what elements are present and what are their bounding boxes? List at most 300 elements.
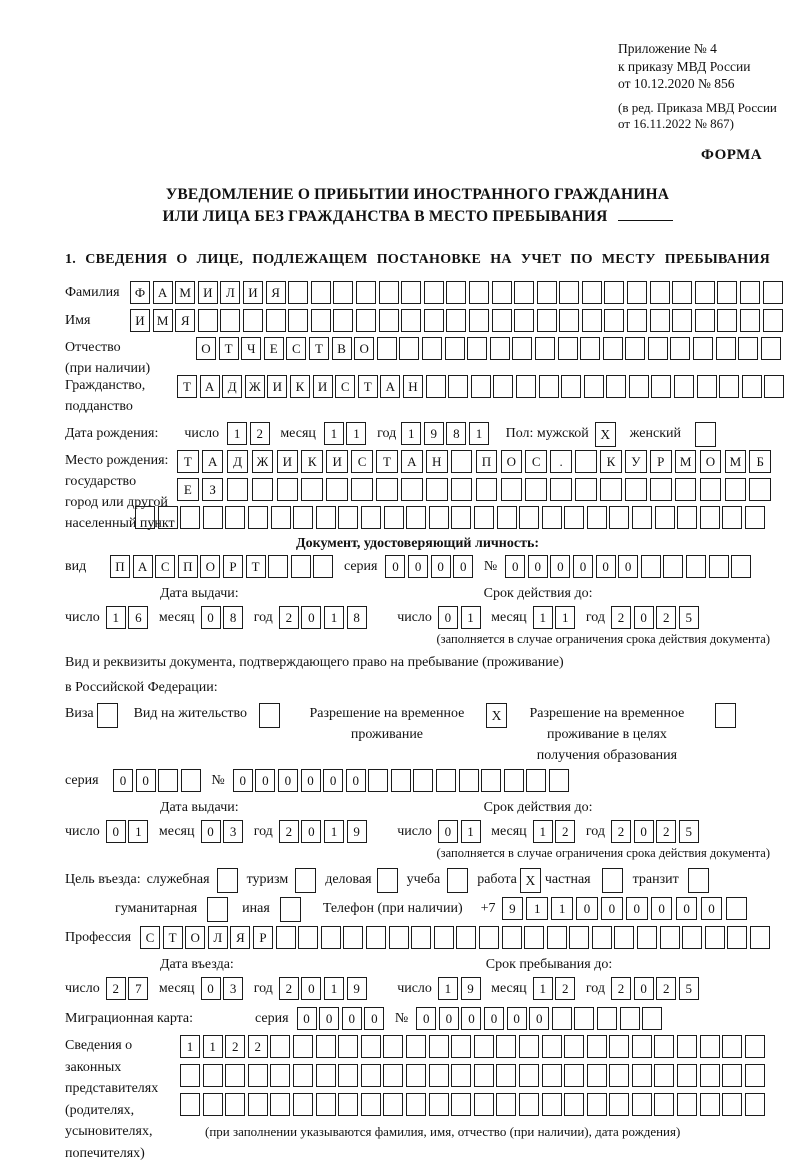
birthplace-row — [65, 450, 770, 534]
form-cell: 2 — [611, 820, 631, 843]
form-cell: Я — [266, 281, 286, 304]
form-cell — [333, 281, 353, 304]
form-cell — [270, 1035, 290, 1058]
purpose-business-label: деловая — [325, 872, 372, 887]
form-cell: 0 — [342, 1007, 362, 1030]
passport-expiry-day — [438, 606, 483, 629]
valid-until-heading: Срок действия до: — [483, 586, 593, 601]
validity-note: (заполняется в случае ограничения срока действия документа) — [436, 632, 770, 646]
form-cell — [700, 1093, 720, 1116]
form-cell: 1 — [401, 422, 421, 445]
form-cell: 3 — [223, 977, 243, 1000]
form-cell: 5 — [679, 820, 699, 843]
form-cell: Т — [246, 555, 266, 578]
stay-day — [438, 977, 483, 1000]
representatives-row2-cells — [180, 1064, 767, 1087]
residence-permit-checkbox — [259, 703, 280, 728]
form-cell — [745, 506, 765, 529]
stay-until-date-group: число 1 9 месяц 1 2 год 2 0 2 5 — [397, 977, 701, 1000]
form-cell — [298, 926, 318, 949]
form-cell — [227, 478, 249, 501]
form-cell — [379, 309, 399, 332]
form-cell: И — [243, 281, 263, 304]
form-cell — [651, 375, 671, 398]
form-cell — [429, 1093, 449, 1116]
form-cell — [301, 478, 323, 501]
form-cell: М — [153, 309, 173, 332]
form-cell — [722, 506, 742, 529]
permit-expiry-date-group: число 0 1 месяц 1 2 год 2 0 2 5 — [397, 820, 701, 843]
purpose-work-checkbox: X — [520, 868, 541, 893]
form-cell: А — [200, 375, 220, 398]
permit-issue-month — [201, 820, 246, 843]
form-cell: 2 — [279, 606, 299, 629]
form-cell: 0 — [364, 1007, 384, 1030]
form-cell: 2 — [248, 1035, 268, 1058]
form-cell — [672, 309, 692, 332]
purpose-tourism-checkbox — [295, 868, 316, 893]
form-cell — [429, 506, 449, 529]
form-cell — [632, 1035, 652, 1058]
month-label: месяц — [280, 426, 316, 441]
form-cell — [424, 309, 444, 332]
form-cell: 0 — [323, 769, 343, 792]
form-cell: 0 — [601, 897, 623, 920]
form-cell — [361, 506, 381, 529]
form-cell — [288, 309, 308, 332]
form-cell — [672, 281, 692, 304]
form-cell — [614, 926, 634, 949]
form-cell — [333, 309, 353, 332]
form-cell: И — [313, 375, 333, 398]
purpose-study-label: учеба — [406, 872, 441, 887]
form-cell: Б — [749, 450, 771, 473]
form-cell: Е — [177, 478, 199, 501]
form-cell: 2 — [250, 422, 270, 445]
form-cell — [697, 375, 717, 398]
form-cell: И — [198, 281, 218, 304]
entry-month — [201, 977, 246, 1000]
form-cell: 9 — [424, 422, 444, 445]
form-cell: 9 — [461, 977, 481, 1000]
form-cell — [389, 926, 409, 949]
doc-series-cells — [385, 555, 475, 578]
form-cell: Л — [208, 926, 228, 949]
form-cell — [542, 506, 562, 529]
passport-expiry-date-group: число 0 1 месяц 1 1 год 2 0 2 5 — [397, 606, 701, 629]
form-cell — [648, 337, 668, 360]
form-cell: Р — [223, 555, 243, 578]
form-cell — [135, 506, 155, 529]
permit-expiry-year — [611, 820, 701, 843]
form-cell — [384, 506, 404, 529]
form-cell — [609, 1093, 629, 1116]
form-cell — [391, 769, 411, 792]
form-cell — [361, 1035, 381, 1058]
form-cell — [632, 1093, 652, 1116]
form-cell: О — [354, 337, 374, 360]
form-cell — [426, 375, 446, 398]
form-cell — [564, 1093, 584, 1116]
form-cell: К — [290, 375, 310, 398]
valid-until-heading: Срок действия до: — [483, 800, 593, 815]
form-cell: 0 — [626, 897, 648, 920]
form-cell: О — [196, 337, 216, 360]
stay-year — [611, 977, 701, 1000]
annex-line: к приказу МВД России — [618, 58, 751, 74]
form-cell — [158, 769, 178, 792]
validity-note: (заполняется в случае ограничения срока действия документа) — [436, 846, 770, 860]
form-cell — [695, 309, 715, 332]
form-cell: 1 — [324, 820, 344, 843]
form-cell — [445, 337, 465, 360]
form-cell — [377, 337, 397, 360]
form-cell — [451, 478, 473, 501]
surname-label: Фамилия — [65, 285, 120, 300]
form-cell: П — [110, 555, 130, 578]
temp-residence-edu-checkbox — [715, 703, 736, 728]
form-cell: Д — [227, 450, 249, 473]
form-cell: Ч — [241, 337, 261, 360]
residence-doc-checkboxes — [65, 703, 770, 766]
series-label: серия — [255, 1011, 289, 1026]
form-cell — [383, 1064, 403, 1087]
form-cell — [248, 506, 268, 529]
form-cell — [203, 1093, 223, 1116]
form-cell — [225, 1093, 245, 1116]
form-cell — [745, 1035, 765, 1058]
form-cell — [493, 375, 513, 398]
form-cell — [584, 375, 604, 398]
form-cell: А — [202, 450, 224, 473]
form-cell — [424, 281, 444, 304]
form-cell — [436, 769, 456, 792]
entry-year — [279, 977, 369, 1000]
form-cell — [361, 1064, 381, 1087]
form-cell — [632, 1064, 652, 1087]
form-cell — [451, 506, 471, 529]
temp-residence-label: Разрешение на временное проживание — [309, 706, 465, 742]
doc-type-cells — [110, 555, 336, 578]
form-cell: 0 — [136, 769, 156, 792]
form-cell — [252, 478, 274, 501]
form-cell: П — [178, 555, 198, 578]
form-cell — [592, 926, 612, 949]
form-cell: 3 — [223, 820, 243, 843]
name-row — [65, 309, 770, 332]
form-cell — [660, 926, 680, 949]
form-cell: 0 — [301, 769, 321, 792]
form-cell — [512, 337, 532, 360]
form-cell — [338, 506, 358, 529]
male-checkbox: X — [595, 422, 616, 447]
representatives-row1-cells — [180, 1035, 767, 1058]
form-cell — [291, 555, 311, 578]
form-cell: Р — [650, 450, 672, 473]
form-cell — [654, 1064, 674, 1087]
edition-line: от 16.11.2022 № 867) — [618, 116, 735, 131]
form-cell — [406, 1035, 426, 1058]
form-cell: Т — [177, 375, 197, 398]
form-cell — [549, 769, 569, 792]
form-cell: 0 — [529, 1007, 549, 1030]
form-cell — [677, 506, 697, 529]
form-cell — [492, 309, 512, 332]
form-cell — [451, 450, 473, 473]
form-cell — [496, 1093, 516, 1116]
form-cell: К — [301, 450, 323, 473]
entry-date-headings — [65, 953, 770, 976]
form-cell — [316, 1035, 336, 1058]
form-cell — [514, 281, 534, 304]
form-cell: 0 — [573, 555, 593, 578]
permit-series-cells — [113, 769, 203, 792]
form-cell — [582, 309, 602, 332]
form-cell — [492, 281, 512, 304]
form-cell: У — [625, 450, 647, 473]
form-cell: М — [175, 281, 195, 304]
permit-issue-year — [279, 820, 369, 843]
form-cell: В — [332, 337, 352, 360]
form-cell — [479, 926, 499, 949]
form-cell: 1 — [533, 606, 553, 629]
form-cell: М — [725, 450, 747, 473]
form-cell — [406, 1093, 426, 1116]
passport-date-headings — [65, 582, 770, 605]
form-cell — [497, 506, 517, 529]
form-cell: 0 — [301, 820, 321, 843]
form-title — [65, 184, 770, 228]
form-cell — [629, 375, 649, 398]
form-cell — [180, 1064, 200, 1087]
form-cell — [225, 1064, 245, 1087]
form-cell — [740, 281, 760, 304]
form-cell: 0 — [634, 606, 654, 629]
form-cell — [564, 1064, 584, 1087]
form-cell — [293, 1064, 313, 1087]
form-cell — [338, 1093, 358, 1116]
form-cell — [550, 478, 572, 501]
form-cell — [722, 1064, 742, 1087]
form-cell — [316, 506, 336, 529]
form-cell — [383, 1093, 403, 1116]
form-cell: 9 — [502, 897, 524, 920]
birth-date-row — [65, 422, 770, 447]
form-cell: Ж — [252, 450, 274, 473]
form-cell — [343, 926, 363, 949]
form-cell — [225, 506, 245, 529]
form-cell: С — [140, 926, 160, 949]
purpose-humanitarian-checkbox — [207, 897, 228, 922]
form-cell — [271, 506, 291, 529]
form-cell — [727, 926, 747, 949]
form-cell — [625, 478, 647, 501]
form-cell — [288, 281, 308, 304]
form-cell: 0 — [233, 769, 253, 792]
passport-validity-note-row — [65, 631, 770, 647]
form-cell: 0 — [438, 820, 458, 843]
form-cell — [564, 1035, 584, 1058]
form-cell — [542, 1035, 562, 1058]
form-cell — [552, 1007, 572, 1030]
form-cell: 0 — [201, 820, 221, 843]
permit-issue-date-group: число 0 1 месяц 0 3 год 2 0 1 9 — [65, 820, 369, 843]
form-cell — [446, 309, 466, 332]
form-cell: 1 — [438, 977, 458, 1000]
visa-checkbox — [97, 703, 118, 728]
form-cell — [474, 1035, 494, 1058]
form-cell — [368, 769, 388, 792]
form-cell — [474, 1064, 494, 1087]
purpose-humanitarian-label: гуманитарная — [115, 901, 198, 916]
form-cell — [471, 375, 491, 398]
form-cell — [422, 337, 442, 360]
form-cell — [519, 506, 539, 529]
migration-card-label: Миграционная карта: — [65, 1011, 194, 1026]
form-cell — [469, 309, 489, 332]
form-cell — [587, 1064, 607, 1087]
form-cell — [575, 478, 597, 501]
form-cell — [677, 1064, 697, 1087]
form-cell: 0 — [255, 769, 275, 792]
phone-label: Телефон (при наличии) — [322, 901, 463, 916]
form-cell — [524, 926, 544, 949]
form-cell — [496, 1064, 516, 1087]
form-cell — [379, 281, 399, 304]
form-cell: 2 — [656, 606, 676, 629]
form-cell — [564, 506, 584, 529]
form-cell — [693, 337, 713, 360]
form-cell — [198, 309, 218, 332]
form-cell — [203, 506, 223, 529]
form-cell: 0 — [596, 555, 616, 578]
edition-line: (в ред. Приказа МВД России — [618, 99, 777, 115]
form-cell: 5 — [679, 977, 699, 1000]
purpose-business-checkbox — [377, 868, 398, 893]
form-cell — [700, 478, 722, 501]
form-cell — [434, 926, 454, 949]
form-cell — [248, 1093, 268, 1116]
citizenship-cells — [177, 375, 787, 398]
form-cell — [686, 555, 706, 578]
form-cell — [738, 337, 758, 360]
form-cell: 0 — [634, 977, 654, 1000]
form-cell: 0 — [676, 897, 698, 920]
form-cell — [313, 555, 333, 578]
birthplace-row1-cells — [177, 450, 774, 473]
stay-until-heading: Срок пребывания до: — [485, 957, 613, 972]
permit-issue-day — [106, 820, 151, 843]
form-cell: А — [153, 281, 173, 304]
residence-permit-label: Вид на жительство — [133, 706, 247, 721]
form-cell — [158, 506, 178, 529]
form-cell — [587, 1035, 607, 1058]
form-cell — [401, 478, 423, 501]
form-cell: 1 — [227, 422, 247, 445]
identity-doc-row — [65, 555, 770, 578]
form-cell: 2 — [225, 1035, 245, 1058]
form-cell — [469, 281, 489, 304]
form-cell: Н — [403, 375, 423, 398]
purpose-official-checkbox — [217, 868, 238, 893]
form-cell — [351, 478, 373, 501]
birth-date-label: Дата рождения: — [65, 426, 159, 441]
form-cell — [356, 281, 376, 304]
form-cell: 0 — [346, 769, 366, 792]
permit-number-cells — [233, 769, 572, 792]
phone-prefix: +7 — [480, 901, 496, 916]
form-cell — [266, 309, 286, 332]
form-cell: 0 — [528, 555, 548, 578]
form-cell: А — [401, 450, 423, 473]
representatives-cells-block — [180, 1035, 767, 1140]
form-cell: 0 — [201, 606, 221, 629]
birthplace-row2-cells — [177, 478, 774, 501]
form-cell — [604, 309, 624, 332]
form-cell — [655, 506, 675, 529]
form-cell — [311, 281, 331, 304]
form-cell — [519, 1093, 539, 1116]
form-cell: 0 — [106, 820, 126, 843]
form-cell — [574, 1007, 594, 1030]
form-cell — [603, 337, 623, 360]
form-cell: 1 — [324, 977, 344, 1000]
form-cell — [501, 478, 523, 501]
form-cell: 1 — [106, 606, 126, 629]
form-cell: С — [525, 450, 547, 473]
purpose-other-label: иная — [242, 901, 270, 916]
form-cell: Т — [309, 337, 329, 360]
form-cell — [270, 1093, 290, 1116]
form-cell — [627, 281, 647, 304]
form-cell — [627, 309, 647, 332]
form-cell — [203, 1064, 223, 1087]
form-cell — [561, 375, 581, 398]
form-cell: И — [277, 450, 299, 473]
form-cell — [559, 309, 579, 332]
form-cell: 0 — [576, 897, 598, 920]
doc-number-cells — [505, 555, 754, 578]
form-cell: 8 — [446, 422, 466, 445]
form-cell — [670, 337, 690, 360]
form-cell: Н — [426, 450, 448, 473]
form-cell — [451, 1064, 471, 1087]
form-cell — [413, 769, 433, 792]
form-cell — [705, 926, 725, 949]
form-cell: 0 — [618, 555, 638, 578]
form-cell: О — [700, 450, 722, 473]
form-cell — [476, 478, 498, 501]
form-cell: 0 — [431, 555, 451, 578]
form-cell — [542, 1064, 562, 1087]
migration-series-cells — [297, 1007, 387, 1030]
temp-residence-edu-label: Разрешение на временное проживание в целях получения образования — [529, 706, 685, 763]
form-cell — [764, 375, 784, 398]
name-label: Имя — [65, 313, 91, 328]
profession-label: Профессия — [65, 930, 132, 945]
purpose-private-checkbox — [602, 868, 623, 893]
permit-expiry-month — [533, 820, 578, 843]
form-cell — [181, 769, 201, 792]
form-cell: Т — [219, 337, 239, 360]
form-cell: З — [202, 478, 224, 501]
form-cell: 0 — [301, 606, 321, 629]
form-cell: 8 — [223, 606, 243, 629]
form-cell — [740, 309, 760, 332]
form-cell — [609, 1035, 629, 1058]
annex-note — [618, 40, 777, 133]
form-cell — [677, 1035, 697, 1058]
